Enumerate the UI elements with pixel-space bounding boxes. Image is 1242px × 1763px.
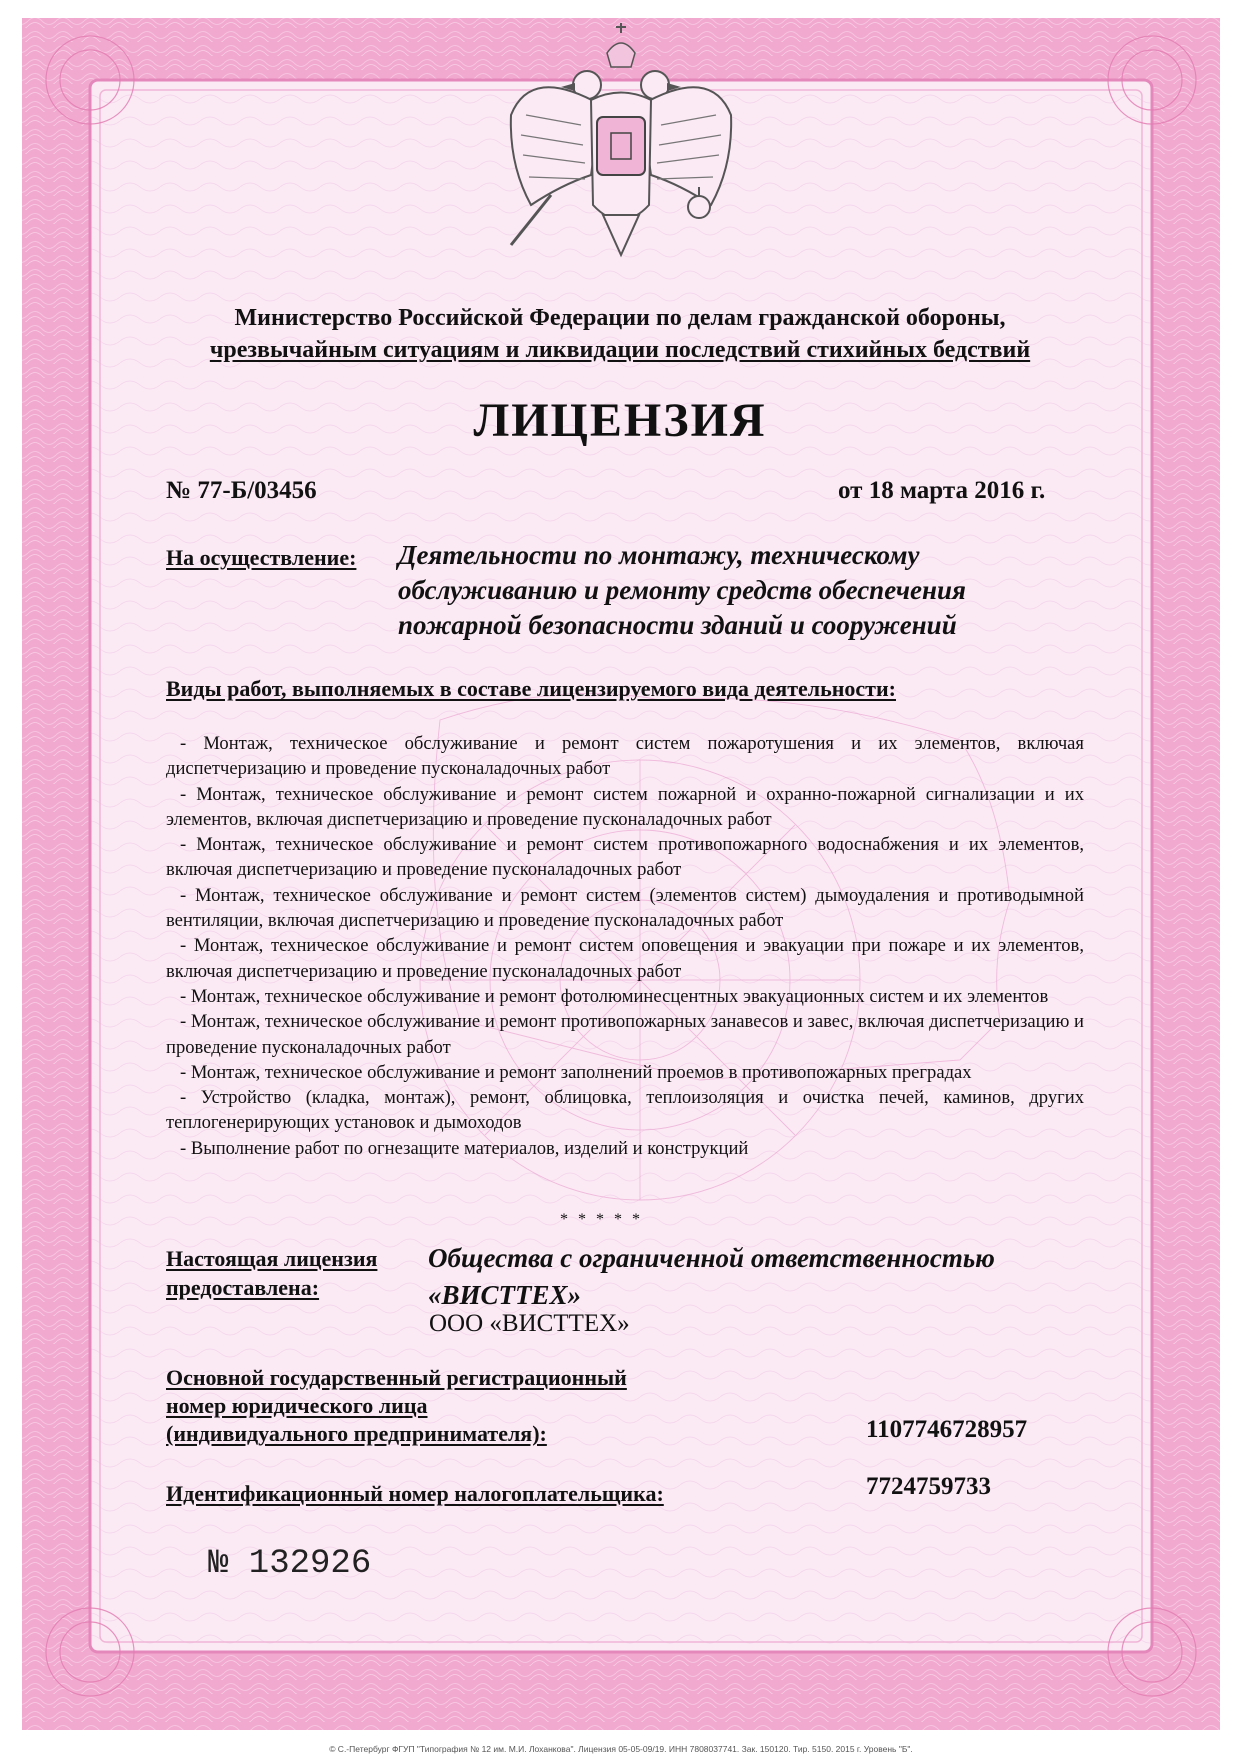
works-title: Виды работ, выполняемых в составе лицензируемого вида деятельности: bbox=[166, 676, 896, 701]
works-item: - Монтаж, техническое обслуживание и ремонт противопожарных занавесов и завес, включая диспетчеризацию и проведение пусконаладочных работ bbox=[166, 1011, 1084, 1058]
works-item: - Выполнение работ по огнезащите материалов, изделий и конструкций bbox=[180, 1137, 749, 1159]
works-list bbox=[166, 731, 1084, 1161]
blank-serial-number: № 132926 bbox=[208, 1545, 372, 1583]
activity-line-2: обслуживанию и ремонту средств обеспечения bbox=[398, 575, 966, 605]
separator-stars: * * * * * bbox=[560, 1211, 643, 1228]
works-item: - Монтаж, техническое обслуживание и ремонт систем (элементов систем) дымоудаления и противодымной вентиляции, включая диспетчеризацию и проведение пусконаладочных работ bbox=[166, 884, 1084, 932]
organization-name-line-1: Общества с ограниченной ответственностью bbox=[428, 1243, 995, 1273]
grantee-label-line-2: предоставлена: bbox=[166, 1275, 320, 1300]
works-item: - Монтаж, техническое обслуживание и ремонт систем пожаротушения и их элементов, включая диспетчеризацию и проведение пусконаладочных работ bbox=[166, 733, 1084, 780]
inn-label: Идентификационный номер налогоплательщика: bbox=[166, 1481, 664, 1506]
works-item: - Монтаж, техническое обслуживание и ремонт заполнений проемов в противопожарных преградах bbox=[180, 1061, 972, 1083]
works-item: - Устройство (кладка, монтаж), ремонт, облицовка, теплоизоляция и очистка печей, каминов, других теплогенерирующих установок и дымоходов bbox=[166, 1087, 1084, 1134]
works-item: - Монтаж, техническое обслуживание и ремонт фотолюминесцентных эвакуационных систем и их элементов bbox=[180, 985, 1049, 1007]
organization-short-name: ООО «ВИСТТЕХ» bbox=[429, 1310, 630, 1337]
license-date: от 18 марта 2016 г. bbox=[838, 477, 1046, 504]
activity-label: На осуществление: bbox=[166, 545, 357, 570]
printer-footer: © С.-Петербург ФГУП "Типография № 12 им. М.И. Лоханкова". Лицензия 05-05-09/19. ИНН 7808037741. Зак. 150120. Тир. 5150. 2015 г. Уровень "Б". bbox=[329, 1744, 913, 1754]
ogrn-label-line-1: Основной государственный регистрационный bbox=[166, 1365, 627, 1390]
ogrn-label-line-2: номер юридического лица bbox=[166, 1393, 428, 1418]
ogrn-value: 1107746728957 bbox=[866, 1416, 1028, 1443]
ministry-line-1: Министерство Российской Федерации по делам гражданской обороны, bbox=[234, 305, 1006, 331]
ogrn-label bbox=[166, 1364, 627, 1448]
activity-line-3: пожарной безопасности зданий и сооружений bbox=[398, 610, 957, 640]
activity-description bbox=[398, 538, 1118, 643]
document-title: ЛИЦЕНЗИЯ bbox=[473, 394, 767, 447]
works-item: - Монтаж, техническое обслуживание и ремонт систем противопожарного водоснабжения и их элементов, включая диспетчеризацию и проведение пусконаладочных работ bbox=[166, 834, 1084, 881]
ministry-name bbox=[140, 302, 1100, 366]
organization-full-name bbox=[428, 1240, 1108, 1314]
activity-line-1: Деятельности по монтажу, техническому bbox=[398, 540, 920, 570]
ministry-line-2: чрезвычайным ситуациям и ликвидации последствий стихийных бедствий bbox=[209, 337, 1031, 363]
organization-name-line-2: «ВИСТТЕХ» bbox=[428, 1280, 582, 1310]
license-number: № 77-Б/03456 bbox=[166, 477, 317, 504]
grantee-label-line-1: Настоящая лицензия bbox=[166, 1246, 378, 1271]
works-item: - Монтаж, техническое обслуживание и ремонт систем пожарной и охранно-пожарной сигнализации и их элементов, включая диспетчеризацию и проведение пусконаладочных работ bbox=[166, 783, 1084, 830]
inn-value: 7724759733 bbox=[866, 1473, 991, 1500]
works-item: - Монтаж, техническое обслуживание и ремонт систем оповещения и эвакуации при пожаре и их элементов, включая диспетчеризацию и проведение пусконаладочных работ bbox=[166, 935, 1084, 982]
ogrn-label-line-3: (индивидуального предпринимателя): bbox=[166, 1421, 547, 1446]
grantee-label bbox=[166, 1244, 377, 1302]
